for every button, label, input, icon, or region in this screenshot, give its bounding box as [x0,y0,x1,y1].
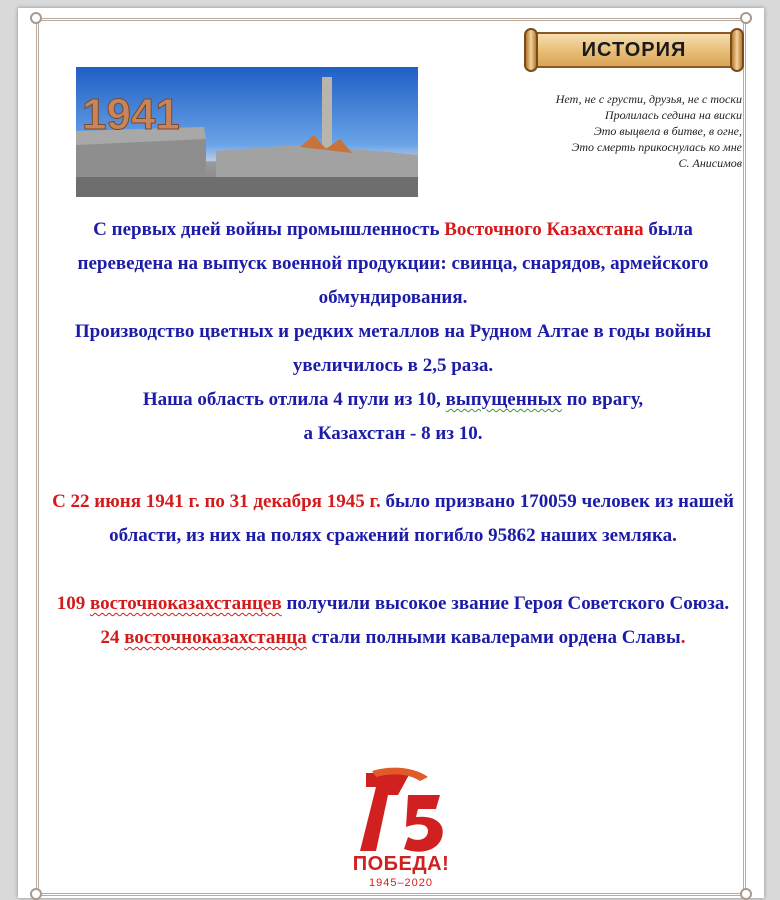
poem-line: Это выцвела в битве, в огне, [593,124,742,138]
monument-year-text: 1941 [82,90,180,139]
text-run: стали полными кавалерами ордена Славы [306,627,681,648]
text-run: а Казахстан - 8 из 10. [303,423,483,444]
text-run: Наша область отлила 4 пули из 10, [142,389,446,410]
highlight-word: восточноказахстанца [124,627,307,648]
text-run: было призвано 170059 человек из нашей области, из них на полях сражений погибло 95862 наших земляка. [109,491,734,546]
main-text [48,213,738,655]
memorial-photo [76,67,418,197]
poem-line: Нет, не с грусти, друзья, не с тоски [555,92,742,106]
text-run: С первых дней войны промышленность [93,219,445,240]
paragraph-metals: Производство цветных и редких металлов на Рудном Алтае в годы войны увеличилось в 2,5 раза. [74,321,712,376]
poem-line: Пролилась седина на виски [604,108,742,122]
banner-scroll-body [534,32,734,68]
memorial-illustration [76,67,418,197]
text-run: по врагу, [561,389,644,410]
banner-title: ИСТОРИЯ [581,38,687,61]
scroll-roll-left [524,28,538,72]
text-run: . [680,627,686,648]
frame-corner-ornament [30,12,42,24]
logo-years: 1945–2020 [368,877,434,889]
text-run: была переведена на выпуск военной продукции: свинца, снарядов, армейского обмундирования. [77,219,709,308]
paragraph-industry [48,213,738,315]
history-banner [524,28,744,72]
victory-75-logo [336,765,466,893]
frame-corner-ornament [30,888,42,900]
highlight-number: 109 [56,593,91,614]
spellcheck-word: выпущенных [445,389,562,410]
paragraph-bullets [48,383,738,451]
poem-author: С. Анисимов [678,156,742,170]
highlight-dates: С 22 июня 1941 г. по 31 декабря 1945 г. [52,491,381,512]
text-run: получили высокое звание Героя Советского Союза. [281,593,730,614]
frame-corner-ornament [740,12,752,24]
victory-logo-mark [336,765,466,855]
paragraph-glory [48,621,738,655]
frame-corner-ornament [740,888,752,900]
highlight-word: восточноказахстанцев [90,593,282,614]
epigraph-poem [458,91,742,171]
scroll-roll-right [730,28,744,72]
highlight-number: 24 [100,627,125,648]
poem-line: Это смерть прикоснулась ко мне [571,140,742,154]
highlight-region: Восточного Казахстана [444,219,644,240]
document-page [18,8,764,898]
logo-word: ПОБЕДА! [352,853,450,875]
paragraph-heroes [48,587,738,621]
paragraph-conscription [48,485,738,553]
